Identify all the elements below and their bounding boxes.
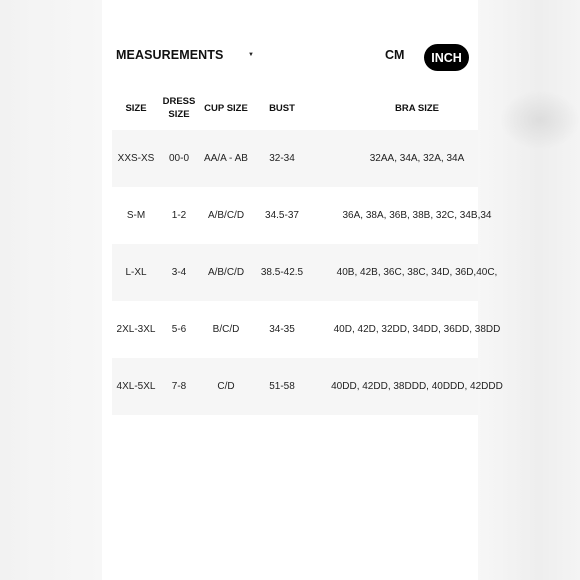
table-header (112, 86, 478, 130)
cell-bust: 51-58 (269, 381, 295, 392)
size-chart-panel (102, 0, 503, 580)
table-row (112, 301, 501, 358)
cell-bust: 34-35 (269, 324, 295, 335)
unit-cm-button[interactable]: CM (385, 48, 405, 62)
cell-dress-size: 3-4 (171, 267, 187, 278)
measurements-header (102, 40, 478, 76)
table-row (112, 358, 503, 415)
cell-size: S-M (126, 210, 146, 221)
cell-bust: 38.5-42.5 (260, 267, 304, 278)
table-row (112, 244, 498, 301)
cell-bra-size: 40DD, 42DD, 38DDD, 40DDD, 42DDD (331, 381, 503, 392)
cell-bra-size: 40D, 42D, 32DD, 34DD, 36DD, 38DD (333, 324, 501, 335)
cell-dress-size: 00-0 (168, 153, 189, 164)
cell-cup-size: A/B/C/D (207, 267, 245, 278)
cell-size: L-XL (125, 267, 147, 278)
background-left (0, 0, 102, 580)
cell-bra-size: 36A, 38A, 36B, 38B, 32C, 34B,34 (342, 210, 492, 221)
cell-cup-size: AA/A - AB (204, 153, 248, 164)
cell-bust: 34.5-37 (265, 210, 299, 221)
cell-cup-size: B/C/D (212, 324, 240, 335)
cell-size: 4XL-5XL (116, 381, 156, 392)
cell-cup-size: C/D (217, 381, 235, 392)
column-header-bra-size: BRA SIZE (395, 102, 439, 114)
cell-dress-size: 5-6 (171, 324, 187, 335)
column-header-bust: BUST (269, 102, 295, 114)
cell-bust: 32-34 (269, 153, 295, 164)
column-header-size: SIZE (125, 102, 147, 114)
cell-dress-size: 1-2 (171, 210, 187, 221)
cell-size: 2XL-3XL (116, 324, 156, 335)
table-row (112, 130, 478, 187)
cell-size: XXS-XS (117, 153, 155, 164)
size-table (112, 86, 503, 415)
cell-dress-size: 7-8 (171, 381, 187, 392)
table-row (112, 187, 492, 244)
column-header-cup-size: CUP SIZE (204, 102, 248, 114)
column-header-dress-size (160, 86, 198, 130)
cell-cup-size: A/B/C/D (207, 210, 245, 221)
measurements-title[interactable]: MEASUREMENTS (116, 48, 224, 62)
cell-bra-size: 40B, 42B, 36C, 38C, 34D, 36D,40C, (336, 267, 498, 278)
cell-bra-size: 32AA, 34A, 32A, 34A (369, 153, 465, 164)
caret-down-icon[interactable]: ▼ (248, 52, 254, 58)
unit-inch-button[interactable]: INCH (424, 44, 469, 71)
column-header-dress-line2: SIZE (168, 109, 190, 120)
column-header-dress-line1: DRESS (162, 96, 196, 107)
